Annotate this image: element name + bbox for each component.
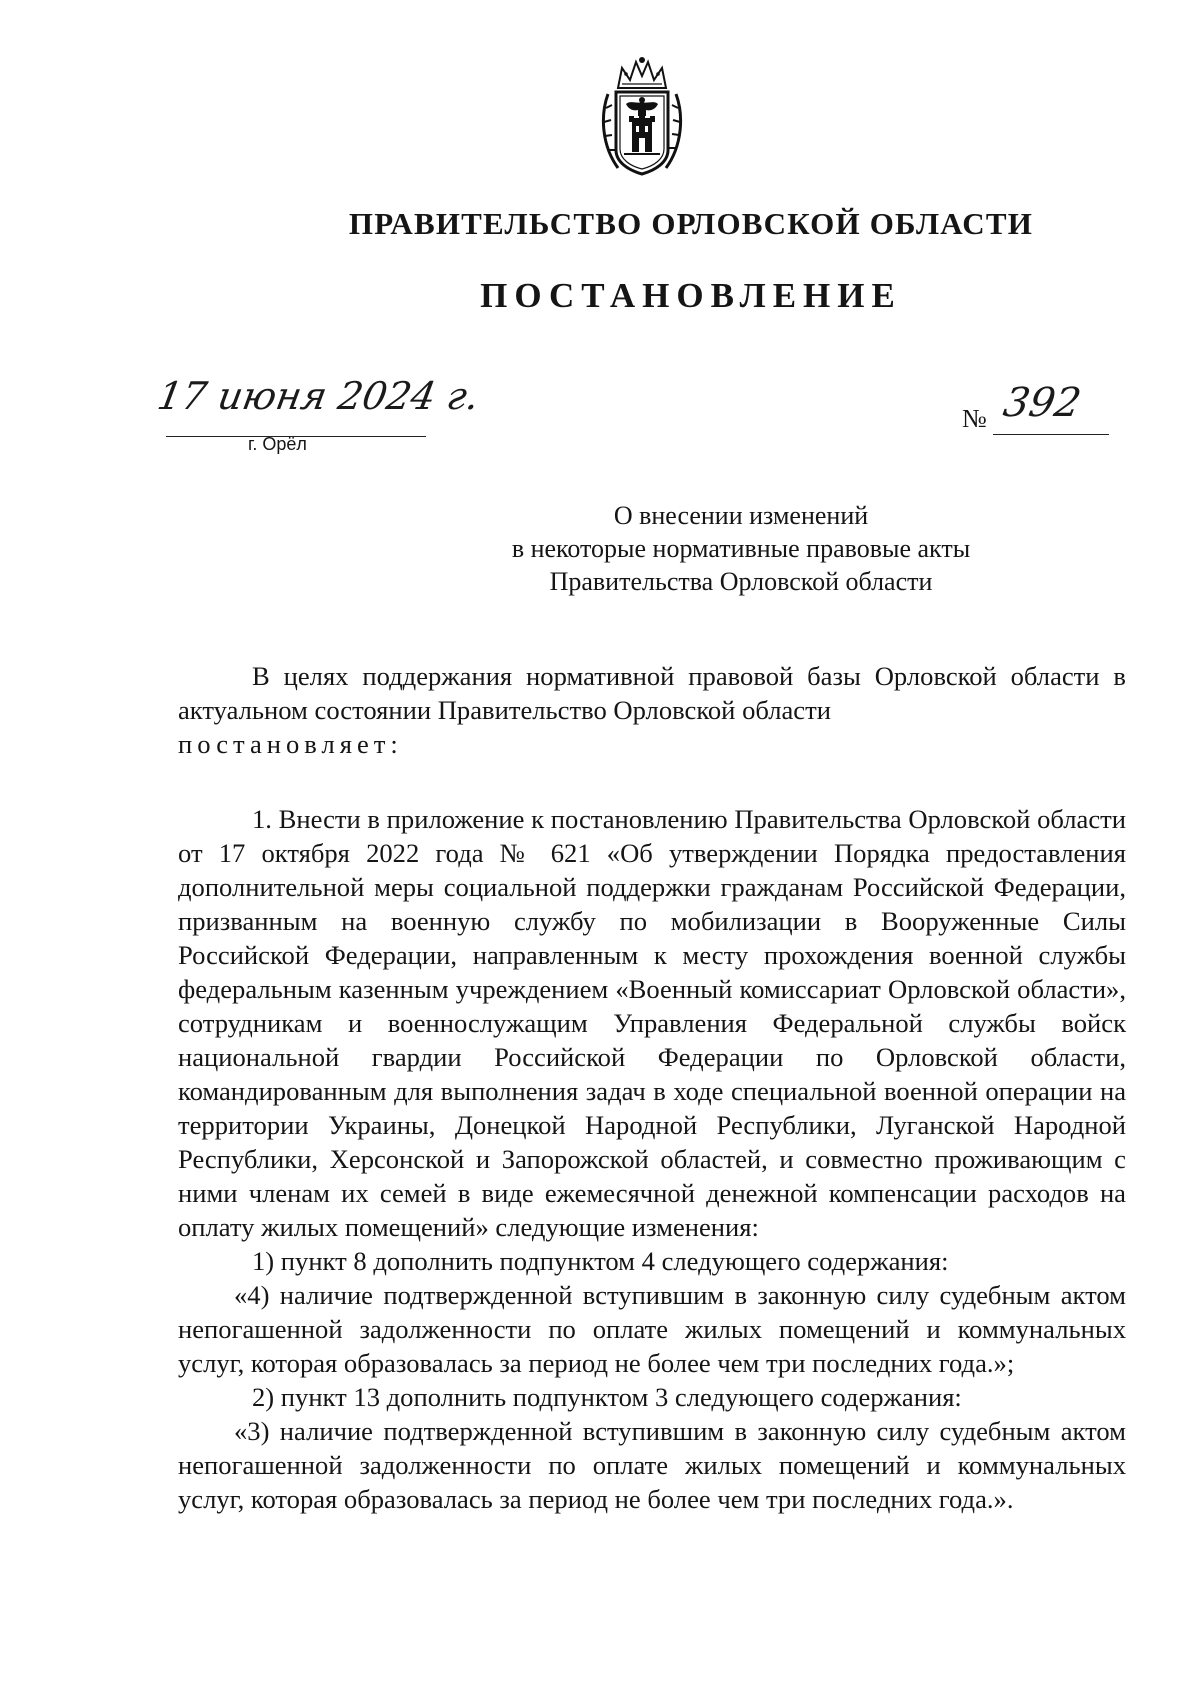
document-subject [300, 499, 1182, 598]
item-1-paragraph: 1. Внести в приложение к постановлению Правительства Орловской области от 17 октября 2022 года № 621 «Об утверждении Порядка предоставления дополнительной меры социальной поддержки гражданам Российской Федерации, призванным на военную службу по мобилизации в Вооруженные Силы Российской Федерации, направленным к месту прохождения военной службы федеральным казенным учреждением «Военный комиссариат Орловской области», сотрудникам и военнослужащим Управления Федеральной службы войск национальной гвардии Российской Федерации по Орловской области, командированным для выполнения задач в ходе специальной военной операции на территории Украины, Донецкой Народной Республики, Луганской Народной Республики, Херсонской и Запорожской областей, и совместно проживающим с ними членам их семей в виде ежемесячной денежной компенсации расходов на оплату жилых помещений» следующие изменения: [178, 804, 1126, 1242]
subject-line: Правительства Орловской области [549, 567, 933, 596]
subitem-2-text: «3) наличие подтвержденной вступившим в законную силу судебным актом непогашенной задолженности по оплате жилых помещений и коммунальных услуг, которая образовалась за период не более чем три последних года.». [178, 1416, 1126, 1514]
government-title: ПРАВИТЕЛЬСТВО ОРЛОВСКОЙ ОБЛАСТИ [348, 206, 1034, 241]
preamble-paragraph: В целях поддержания нормативной правовой базы Орловской области в актуальном состоянии Правительство Орловской области [178, 661, 1126, 725]
document-type-title: ПОСТАНОВЛЕНИЕ [480, 276, 902, 315]
number-sign: № [962, 404, 987, 433]
city-label: г. Орёл [248, 434, 307, 454]
handwritten-document-number: 392 [999, 380, 1085, 426]
subitem-2-heading: 2) пункт 13 дополнить подпунктом 3 следующего содержания: [252, 1382, 962, 1412]
handwritten-date: 17 июня 2024 г. [154, 374, 483, 418]
subject-line: О внесении изменений [613, 501, 869, 530]
subitem-1-heading: 1) пункт 8 дополнить подпунктом 4 следующего содержания: [252, 1246, 949, 1276]
subject-line: в некоторые нормативные правовые акты [511, 534, 971, 563]
document-body [178, 659, 1126, 1516]
orel-region-coat-of-arms-icon [596, 54, 688, 178]
date-field [154, 374, 483, 440]
subitem-1-text: «4) наличие подтвержденной вступившим в законную силу судебным актом непогашенной задолженности по оплате жилых помещений и коммунальных услуг, которая образовалась за период не более чем три последних года.»; [178, 1280, 1126, 1378]
resolves-word: постановляет: [178, 729, 403, 759]
number-underline [993, 434, 1109, 435]
